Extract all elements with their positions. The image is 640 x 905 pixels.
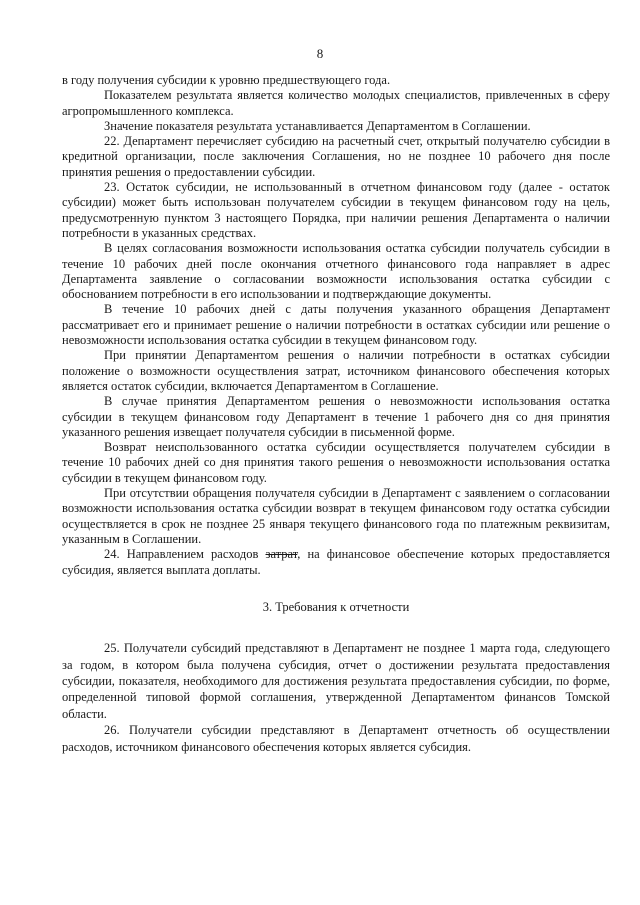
paragraph-23: 23. Остаток субсидии, не использованный в отчетном финансовом году (далее - остаток субсидии) может быть использован получателем субсидии в текущем финансовом году на цель, предусмотренную пунктом 3 настоящего Порядка, при наличии решения Департамента о наличии потребности в указанных средствах.: [62, 180, 610, 240]
paragraph-continuation: в году получения субсидии к уровню предшествующего года.: [62, 73, 391, 87]
paragraph-26: 26. Получатели субсидии представляют в Департамент отчетность об осуществлении расходов, источником финансового обеспечения которых является субсидия.: [62, 723, 610, 754]
paragraph-23-no-request: При отсутствии обращения получателя субсидии в Департамент с заявлением о согласовании возможности использования остатка субсидии возврат в текущем финансовом году остатка субсидии осуществляется в срок не позднее 25 января текущего финансового года по платежным реквизитам, указанным в Соглашении.: [62, 486, 610, 546]
section-3-body: [62, 640, 610, 755]
page-number: 8: [316, 46, 324, 61]
paragraph-24-start: 24. Направлением расходов: [104, 547, 266, 562]
paragraph-23-negative-decision: В случае принятия Департаментом решения о невозможности использования остатка субсидии в текущем финансовом году Департамент в течение 1 рабочего дня со дня принятия указанного решения извещает получателя субсидии в письменной форме.: [62, 394, 610, 439]
paragraph-22: 22. Департамент перечисляет субсидию на расчетный счет, открытый получателю субсидии в кредитной организации, после заключения Соглашения, но не позднее 10 рабочего дня после принятия решения о предоставлении субсидии.: [62, 134, 610, 179]
paragraph-indicator-value: Значение показателя результата устанавливается Департаментом в Соглашении.: [104, 118, 531, 133]
paragraph-24-end: , на финансовое обеспечение которых предоставляется субсидия, является выплата доплаты.: [62, 547, 610, 577]
paragraph-25: 25. Получатели субсидий представляют в Департамент не позднее 1 марта года, следующего за годом, в котором была получена субсидия, отчет о достижении результата предоставления субсидии, показателя, необходимого для достижения результата предоставления субсидии, по форме, определенной типовой формой соглашения, утвержденной Департаментом финансов Томской области.: [62, 641, 610, 721]
paragraph-23-positive-decision: При принятии Департаментом решения о наличии потребности в остатках субсидии положение о возможности осуществления затрат, источником финансового обеспечения которых является остаток субсидии, включается Департаментом в Соглашение.: [62, 348, 610, 393]
paragraph-result-indicator: Показателем результата является количество молодых специалистов, привлеченных в сферу агропромышленного комплекса.: [62, 88, 610, 118]
struck-word: затрат: [265, 547, 298, 562]
paragraph-24: [62, 547, 610, 578]
paragraph-23-approval: В целях согласования возможности использования остатка субсидии получатель субсидии в течение 10 рабочих дней после окончания отчетного финансового года направляет в адрес Департамента заявление о согласовании возможности использования остатка субсидии с обоснованием потребности в его использовании и подтверждающие документы.: [62, 241, 610, 302]
document-body: [62, 73, 610, 755]
paragraph-23-review: В течение 10 рабочих дней с даты получения указанного обращения Департамент рассматривает его и принимает решение о наличии потребности в остатках субсидии или решение о невозможности использования остатка субсидии в текущем финансовом году.: [62, 302, 610, 348]
section-3-heading: 3. Требования к отчетности: [262, 599, 410, 614]
paragraph-23-return: Возврат неиспользованного остатка субсидии осуществляется получателем субсидии в течение 10 рабочих дней со дня принятия такого решения о невозможности использования остатка субсидии в текущем финансовом году.: [62, 440, 610, 485]
